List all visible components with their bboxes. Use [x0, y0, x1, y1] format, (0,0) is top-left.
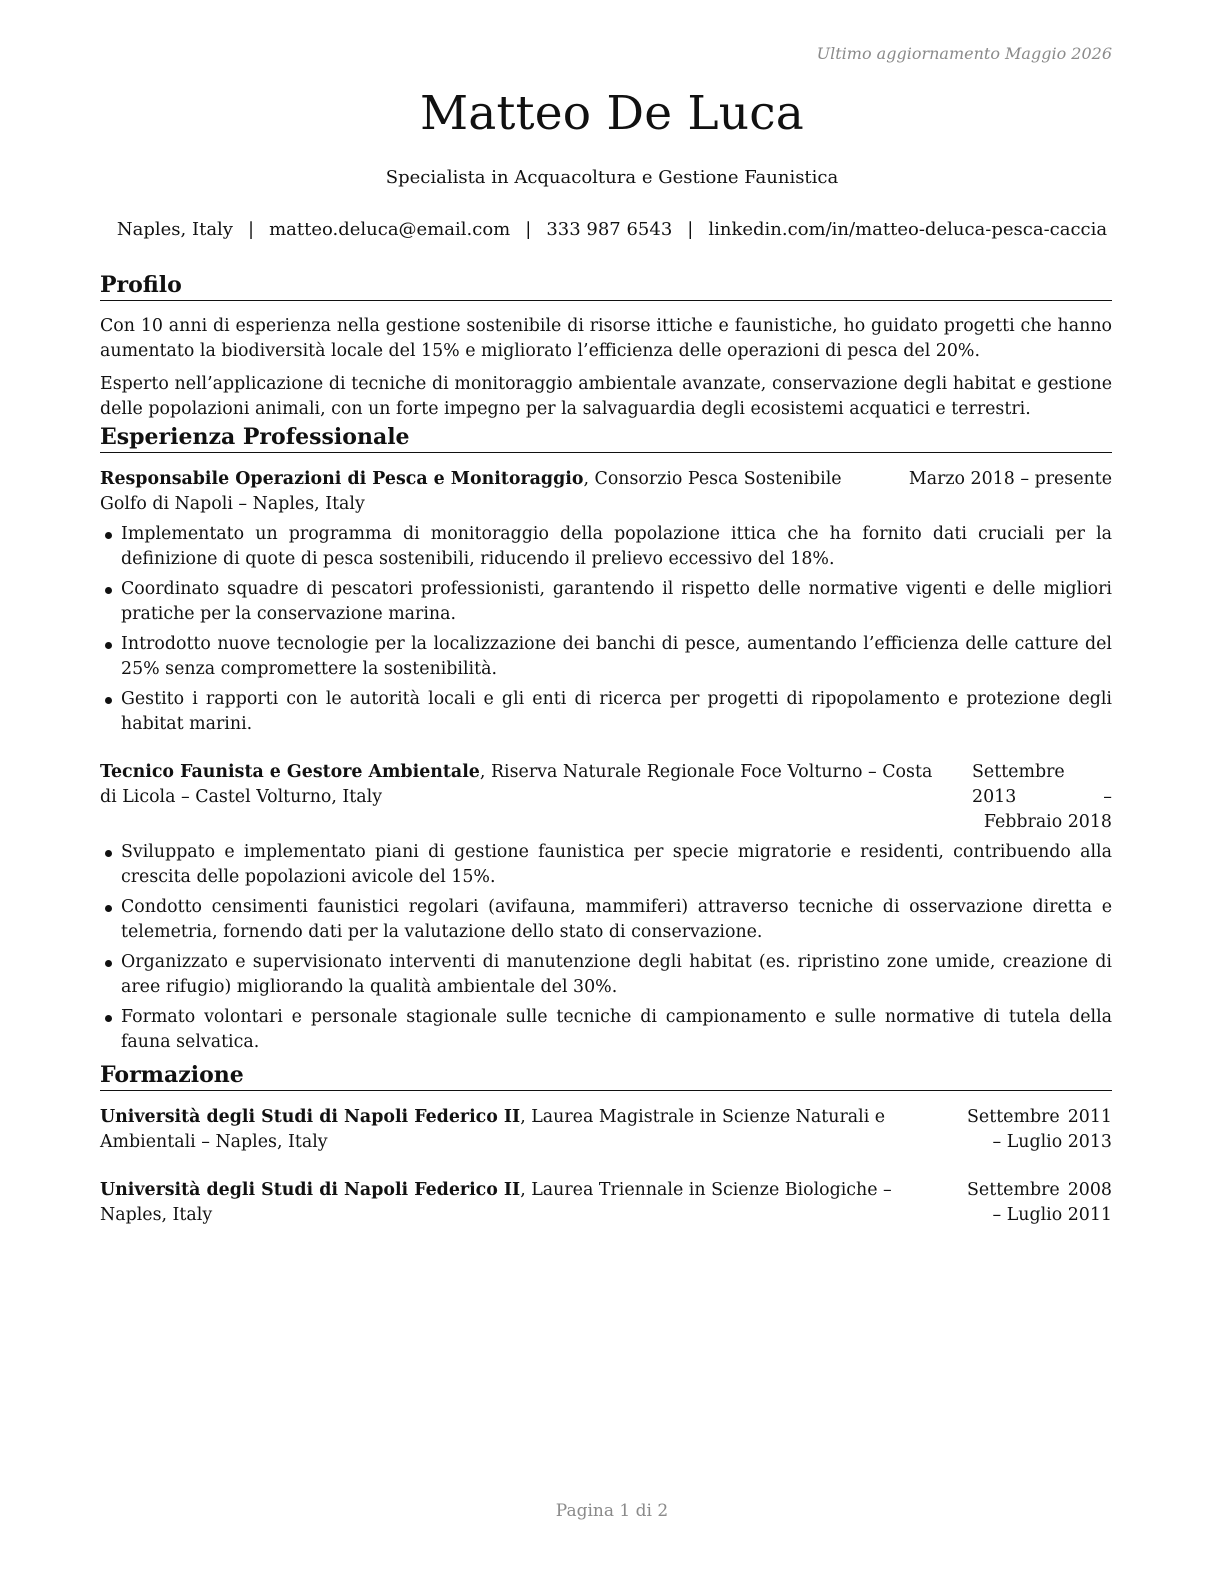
- education-title-line: [100, 1178, 967, 1228]
- education-dates: Settembre 2008 – Luglio 2011: [967, 1180, 1112, 1225]
- experience-section: [100, 422, 1112, 1055]
- list-item: Gestito i rapporti con le autorità locali e gli enti di ricerca per progetti di ripopolamento e protezione degli habitat marini.: [100, 687, 1112, 737]
- job-bullets: [100, 840, 1112, 1055]
- list-item: Introdotto nuove tecnologie per la localizzazione dei banchi di pesce, aumentando l’efficienza delle catture del 25% senza compromettere la sostenibilità.: [100, 632, 1112, 682]
- job-organization: , Riserva Naturale Regionale Foce Volturno – Costa di Licola – Castel Volturno, Italy: [100, 762, 933, 807]
- education-header: [100, 1178, 1112, 1228]
- job-role: Tecnico Faunista e Gestore Ambientale: [100, 762, 480, 782]
- education-title-line: [100, 1105, 967, 1155]
- job-entry: [100, 467, 1112, 737]
- contact-line: [100, 219, 1124, 240]
- candidate-name: Matteo De Luca: [419, 86, 805, 141]
- resume-body: [100, 270, 1112, 1228]
- job-header: [100, 467, 1112, 517]
- job-dates: Settembre 2013 – Febbraio 2018: [972, 762, 1112, 832]
- education-degree: , Laurea Magistrale in Scienze Naturali e Ambientali – Naples, Italy: [100, 1107, 886, 1152]
- page-number: Pagina 1 di 2: [555, 1501, 669, 1521]
- list-item: Implementato un programma di monitoraggio della popolazione ittica che ha fornito dati cruciali per la definizione di quote di pesca sostenibili, riducendo il prelievo eccessivo del 18%.: [100, 522, 1112, 572]
- contact-phone: 333 987 6543: [546, 219, 673, 240]
- education-dates: Settembre 2011 – Luglio 2013: [967, 1107, 1112, 1152]
- job-title-line: [100, 467, 909, 517]
- list-item: Organizzato e supervisionato interventi di manutenzione degli habitat (es. ripristino zone umide, creazione di aree rifugio) migliorando la qualità ambientale del 30%.: [100, 950, 1112, 1000]
- list-item: Condotto censimenti faunistici regolari (avifauna, mammiferi) attraverso tecniche di osservazione diretta e telemetria, fornendo dati per la valutazione dello stato di conservazione.: [100, 895, 1112, 945]
- section-heading-profile: Profilo: [100, 270, 1112, 301]
- job-organization: , Consorzio Pesca Sostenibile Golfo di Napoli – Naples, Italy: [100, 469, 842, 514]
- contact-separator: |: [687, 219, 694, 240]
- job-title-line: [100, 760, 972, 810]
- list-item: Formato volontari e personale stagionale sulle tecniche di campionamento e sulle normative di tutela della fauna selvatica.: [100, 1005, 1112, 1055]
- job-header: [100, 760, 1112, 835]
- section-heading-education: Formazione: [100, 1060, 1112, 1091]
- education-entry: [100, 1178, 1112, 1228]
- education-school: Università degli Studi di Napoli Federico II: [100, 1180, 521, 1200]
- education-degree: , Laurea Triennale in Scienze Biologiche – Naples, Italy: [100, 1180, 892, 1225]
- education-entry: [100, 1105, 1112, 1155]
- section-heading-experience: Esperienza Professionale: [100, 422, 1112, 453]
- list-item: Coordinato squadre di pescatori professionisti, garantendo il rispetto delle normative vigenti e delle migliori pratiche per la conservazione marina.: [100, 577, 1112, 627]
- last-updated: Ultimo aggiornamento Maggio 2026: [816, 44, 1112, 63]
- contact-email[interactable]: matteo.deluca@email.com: [269, 219, 511, 240]
- education-section: [100, 1060, 1112, 1228]
- job-bullets: [100, 522, 1112, 737]
- contact-linkedin[interactable]: linkedin.com/in/matteo-deluca-pesca-caccia: [708, 219, 1108, 240]
- job-dates: Marzo 2018 – presente: [908, 469, 1112, 489]
- profile-section: [100, 270, 1112, 422]
- education-school: Università degli Studi di Napoli Federico II: [100, 1107, 521, 1127]
- education-header: [100, 1105, 1112, 1155]
- job-role: Responsabile Operazioni di Pesca e Monitoraggio: [100, 469, 584, 489]
- list-item: Sviluppato e implementato piani di gestione faunistica per specie migratorie e residenti, contribuendo alla crescita delle popolazioni avicole del 15%.: [100, 840, 1112, 890]
- candidate-title: Specialista in Acquacoltura e Gestione Faunistica: [385, 167, 839, 188]
- contact-location: Naples, Italy: [116, 219, 233, 240]
- contact-separator: |: [247, 219, 255, 240]
- job-entry: [100, 760, 1112, 1055]
- contact-separator: |: [525, 219, 532, 240]
- profile-paragraph: Con 10 anni di esperienza nella gestione sostenibile di risorse ittiche e faunistiche, ho guidato progetti che hanno aumentato la biodiversità locale del 15% e migliorato l’efficienza delle operazioni di pesca del 20%.: [100, 316, 1112, 361]
- profile-paragraph: Esperto nell’applicazione di tecniche di monitoraggio ambientale avanzate, conservazione degli habitat e gestione delle popolazioni animali, con un forte impegno per la salvaguardia degli ecosistemi acquatici e terrestri.: [100, 374, 1112, 419]
